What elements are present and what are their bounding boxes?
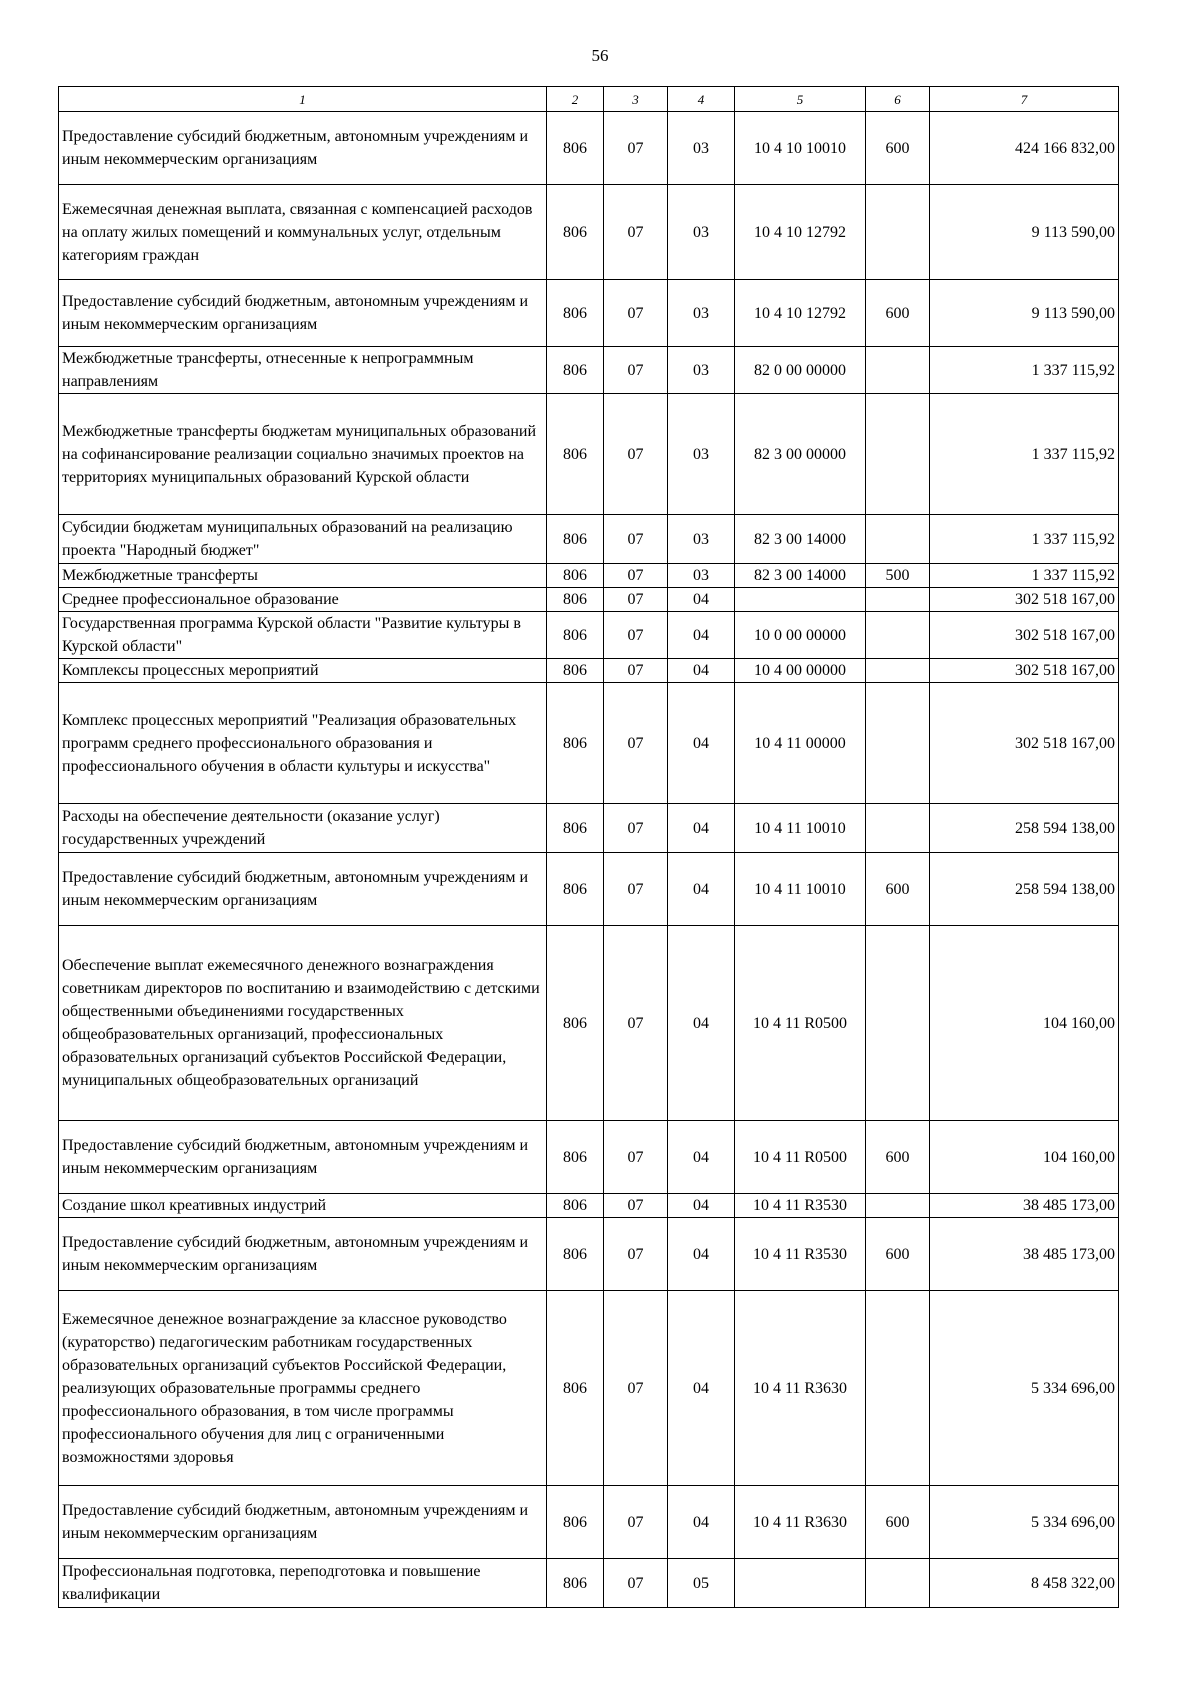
- amount: 104 160,00: [930, 926, 1119, 1121]
- table-row: [59, 683, 1119, 804]
- ministry-code: 806: [547, 659, 604, 683]
- target-article-code: 82 0 00 00000: [735, 347, 866, 394]
- ministry-code: 806: [547, 926, 604, 1121]
- target-article-code: 10 4 11 R3530: [735, 1218, 866, 1291]
- column-header: 4: [668, 87, 735, 112]
- target-article-code: 10 4 11 10010: [735, 853, 866, 926]
- target-article-code: 10 4 11 10010: [735, 804, 866, 853]
- subsection-code: 04: [668, 683, 735, 804]
- section-code: 07: [604, 1559, 668, 1608]
- table-row: [59, 1559, 1119, 1608]
- subsection-code: 03: [668, 347, 735, 394]
- section-code: 07: [604, 185, 668, 280]
- item-name: Обеспечение выплат ежемесячного денежного вознаграждения советникам директоров по воспитанию и взаимодействию с детскими общественными объединениями государственных общеобразовательных организаций, профессиональных образовательных организаций субъектов Российской Федерации, муниципальных общеобразовательных организаций: [59, 926, 547, 1121]
- table-row: [59, 1121, 1119, 1194]
- amount: 302 518 167,00: [930, 683, 1119, 804]
- amount: 1 337 115,92: [930, 347, 1119, 394]
- table-row: [59, 1194, 1119, 1218]
- column-number-row: [59, 87, 1119, 112]
- item-name: Расходы на обеспечение деятельности (оказание услуг) государственных учреждений: [59, 804, 547, 853]
- target-article-code: 10 4 11 R0500: [735, 926, 866, 1121]
- target-article-code: 10 0 00 00000: [735, 612, 866, 659]
- expense-type-code: [866, 926, 930, 1121]
- target-article-code: 10 4 11 R0500: [735, 1121, 866, 1194]
- table-row: [59, 347, 1119, 394]
- expense-type-code: [866, 515, 930, 564]
- table-row: [59, 185, 1119, 280]
- table-row: [59, 926, 1119, 1121]
- subsection-code: 04: [668, 1121, 735, 1194]
- ministry-code: 806: [547, 804, 604, 853]
- section-code: 07: [604, 1218, 668, 1291]
- section-code: 07: [604, 588, 668, 612]
- item-name: Межбюджетные трансферты, отнесенные к непрограммным направлениям: [59, 347, 547, 394]
- ministry-code: 806: [547, 1291, 604, 1486]
- amount: 104 160,00: [930, 1121, 1119, 1194]
- subsection-code: 03: [668, 515, 735, 564]
- subsection-code: 04: [668, 1218, 735, 1291]
- item-name: Комплексы процессных мероприятий: [59, 659, 547, 683]
- section-code: 07: [604, 926, 668, 1121]
- section-code: 07: [604, 853, 668, 926]
- target-article-code: [735, 1559, 866, 1608]
- section-code: 07: [604, 112, 668, 185]
- ministry-code: 806: [547, 347, 604, 394]
- column-header: 3: [604, 87, 668, 112]
- table-row: [59, 804, 1119, 853]
- target-article-code: 10 4 11 00000: [735, 683, 866, 804]
- table-row: [59, 1486, 1119, 1559]
- target-article-code: 82 3 00 14000: [735, 515, 866, 564]
- item-name: Комплекс процессных мероприятий "Реализация образовательных программ среднего профессионального образования и профессионального обучения в области культуры и искусства": [59, 683, 547, 804]
- ministry-code: 806: [547, 683, 604, 804]
- item-name: Межбюджетные трансферты бюджетам муниципальных образований на софинансирование реализации социально значимых проектов на территориях муниципальных образований Курской области: [59, 394, 547, 515]
- expense-type-code: 600: [866, 280, 930, 347]
- ministry-code: 806: [547, 588, 604, 612]
- subsection-code: 03: [668, 394, 735, 515]
- expense-type-code: 600: [866, 1121, 930, 1194]
- ministry-code: 806: [547, 515, 604, 564]
- item-name: Государственная программа Курской области "Развитие культуры в Курской области": [59, 612, 547, 659]
- table-row: [59, 564, 1119, 588]
- amount: 1 337 115,92: [930, 394, 1119, 515]
- item-name: Предоставление субсидий бюджетным, автономным учреждениям и иным некоммерческим организациям: [59, 280, 547, 347]
- target-article-code: 82 3 00 14000: [735, 564, 866, 588]
- subsection-code: 04: [668, 1486, 735, 1559]
- subsection-code: 03: [668, 112, 735, 185]
- ministry-code: 806: [547, 1559, 604, 1608]
- subsection-code: 05: [668, 1559, 735, 1608]
- subsection-code: 04: [668, 804, 735, 853]
- subsection-code: 03: [668, 280, 735, 347]
- table-row: [59, 394, 1119, 515]
- section-code: 07: [604, 280, 668, 347]
- target-article-code: 10 4 10 12792: [735, 280, 866, 347]
- expense-type-code: [866, 612, 930, 659]
- expense-type-code: [866, 804, 930, 853]
- amount: 302 518 167,00: [930, 588, 1119, 612]
- subsection-code: 04: [668, 588, 735, 612]
- item-name: Предоставление субсидий бюджетным, автономным учреждениям и иным некоммерческим организациям: [59, 1121, 547, 1194]
- target-article-code: 10 4 11 R3630: [735, 1486, 866, 1559]
- expense-type-code: [866, 659, 930, 683]
- section-code: 07: [604, 659, 668, 683]
- item-name: Профессиональная подготовка, переподготовка и повышение квалификации: [59, 1559, 547, 1608]
- table-row: [59, 280, 1119, 347]
- target-article-code: 10 4 10 12792: [735, 185, 866, 280]
- target-article-code: 10 4 10 10010: [735, 112, 866, 185]
- item-name: Среднее профессиональное образование: [59, 588, 547, 612]
- section-code: 07: [604, 394, 668, 515]
- expense-type-code: 500: [866, 564, 930, 588]
- table-row: [59, 588, 1119, 612]
- amount: 302 518 167,00: [930, 612, 1119, 659]
- table-row: [59, 515, 1119, 564]
- section-code: 07: [604, 347, 668, 394]
- subsection-code: 04: [668, 659, 735, 683]
- amount: 5 334 696,00: [930, 1291, 1119, 1486]
- section-code: 07: [604, 1291, 668, 1486]
- ministry-code: 806: [547, 280, 604, 347]
- section-code: 07: [604, 804, 668, 853]
- budget-table: [58, 86, 1119, 1608]
- section-code: 07: [604, 1194, 668, 1218]
- section-code: 07: [604, 564, 668, 588]
- expense-type-code: [866, 185, 930, 280]
- table-row: [59, 1291, 1119, 1486]
- section-code: 07: [604, 612, 668, 659]
- ministry-code: 806: [547, 112, 604, 185]
- item-name: Предоставление субсидий бюджетным, автономным учреждениям и иным некоммерческим организациям: [59, 112, 547, 185]
- target-article-code: 10 4 11 R3630: [735, 1291, 866, 1486]
- amount: 5 334 696,00: [930, 1486, 1119, 1559]
- item-name: Предоставление субсидий бюджетным, автономным учреждениям и иным некоммерческим организациям: [59, 853, 547, 926]
- subsection-code: 03: [668, 564, 735, 588]
- table-row: [59, 853, 1119, 926]
- section-code: 07: [604, 515, 668, 564]
- ministry-code: 806: [547, 612, 604, 659]
- subsection-code: 04: [668, 1194, 735, 1218]
- amount: 258 594 138,00: [930, 853, 1119, 926]
- section-code: 07: [604, 1121, 668, 1194]
- ministry-code: 806: [547, 1486, 604, 1559]
- ministry-code: 806: [547, 1121, 604, 1194]
- item-name: Создание школ креативных индустрий: [59, 1194, 547, 1218]
- amount: 9 113 590,00: [930, 280, 1119, 347]
- section-code: 07: [604, 683, 668, 804]
- ministry-code: 806: [547, 1218, 604, 1291]
- table-row: [59, 659, 1119, 683]
- amount: 38 485 173,00: [930, 1218, 1119, 1291]
- target-article-code: 82 3 00 00000: [735, 394, 866, 515]
- expense-type-code: 600: [866, 853, 930, 926]
- amount: 424 166 832,00: [930, 112, 1119, 185]
- column-header: 1: [59, 87, 547, 112]
- page-number: 56: [591, 46, 609, 65]
- ministry-code: 806: [547, 185, 604, 280]
- column-header: 2: [547, 87, 604, 112]
- expense-type-code: [866, 1559, 930, 1608]
- expense-type-code: 600: [866, 112, 930, 185]
- expense-type-code: [866, 1194, 930, 1218]
- ministry-code: 806: [547, 564, 604, 588]
- target-article-code: 10 4 11 R3530: [735, 1194, 866, 1218]
- expense-type-code: [866, 588, 930, 612]
- item-name: Ежемесячное денежное вознаграждение за классное руководство (кураторство) педагогическим работникам государственных образовательных организаций субъектов Российской Федерации, реализующих образовательные программы среднего профессионального образования, в том числе программы профессионального обучения для лиц с ограниченными возможностями здоровья: [59, 1291, 547, 1486]
- column-header: 6: [866, 87, 930, 112]
- ministry-code: 806: [547, 394, 604, 515]
- subsection-code: 04: [668, 926, 735, 1121]
- expense-type-code: [866, 394, 930, 515]
- amount: 302 518 167,00: [930, 659, 1119, 683]
- item-name: Субсидии бюджетам муниципальных образований на реализацию проекта "Народный бюджет": [59, 515, 547, 564]
- subsection-code: 04: [668, 853, 735, 926]
- expense-type-code: [866, 683, 930, 804]
- amount: 9 113 590,00: [930, 185, 1119, 280]
- expense-type-code: 600: [866, 1218, 930, 1291]
- table-row: [59, 1218, 1119, 1291]
- subsection-code: 03: [668, 185, 735, 280]
- target-article-code: 10 4 00 00000: [735, 659, 866, 683]
- amount: 1 337 115,92: [930, 515, 1119, 564]
- table-row: [59, 112, 1119, 185]
- amount: 1 337 115,92: [930, 564, 1119, 588]
- target-article-code: [735, 588, 866, 612]
- subsection-code: 04: [668, 1291, 735, 1486]
- ministry-code: 806: [547, 1194, 604, 1218]
- amount: 8 458 322,00: [930, 1559, 1119, 1608]
- section-code: 07: [604, 1486, 668, 1559]
- table-row: [59, 612, 1119, 659]
- item-name: Предоставление субсидий бюджетным, автономным учреждениям и иным некоммерческим организациям: [59, 1486, 547, 1559]
- column-header: 5: [735, 87, 866, 112]
- expense-type-code: [866, 347, 930, 394]
- item-name: Межбюджетные трансферты: [59, 564, 547, 588]
- ministry-code: 806: [547, 853, 604, 926]
- amount: 38 485 173,00: [930, 1194, 1119, 1218]
- expense-type-code: [866, 1291, 930, 1486]
- item-name: Предоставление субсидий бюджетным, автономным учреждениям и иным некоммерческим организациям: [59, 1218, 547, 1291]
- amount: 258 594 138,00: [930, 804, 1119, 853]
- subsection-code: 04: [668, 612, 735, 659]
- expense-type-code: 600: [866, 1486, 930, 1559]
- item-name: Ежемесячная денежная выплата, связанная с компенсацией расходов на оплату жилых помещений и коммунальных услуг, отдельным категориям граждан: [59, 185, 547, 280]
- column-header: 7: [930, 87, 1119, 112]
